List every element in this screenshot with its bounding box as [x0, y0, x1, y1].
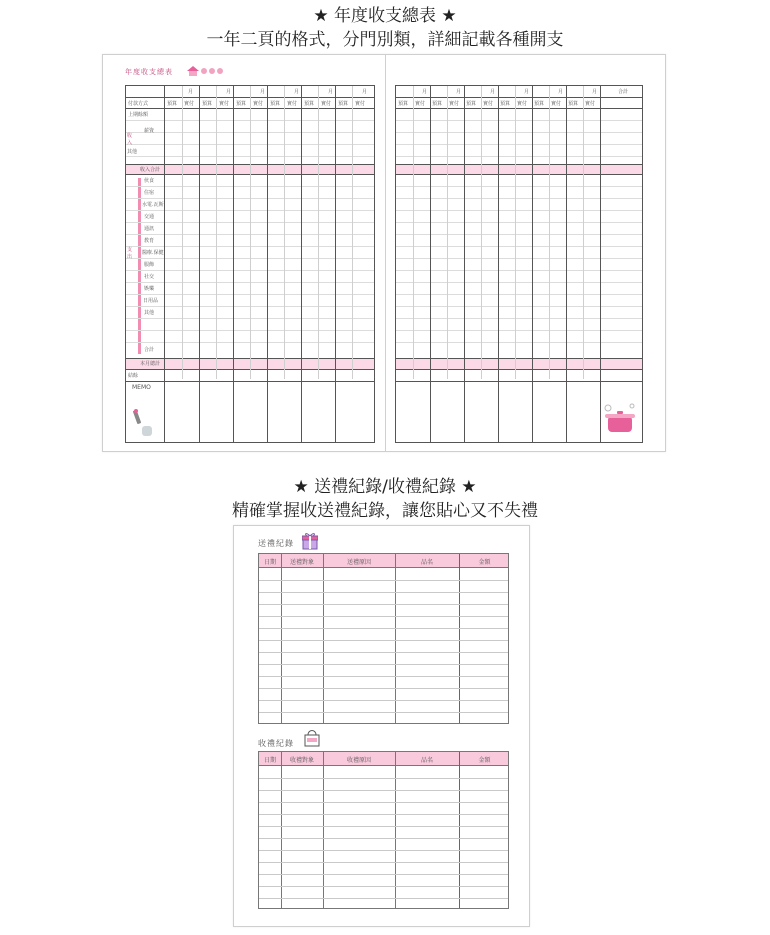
- section1-subheading: 一年二頁的格式，分門別類，詳細記載各種開支: [206, 30, 564, 50]
- memo-label: MEMO: [132, 384, 151, 391]
- expense-row: 醫療.保健: [142, 250, 164, 256]
- annual-spread: [102, 54, 666, 452]
- header-reason: 送禮原因: [346, 559, 371, 566]
- month-header: 月: [188, 89, 194, 95]
- income-side-label: 收入: [127, 133, 133, 146]
- last-balance-label: 上期餘額: [128, 112, 149, 118]
- gift-send-table: [258, 553, 509, 724]
- remainder-row-label: 結餘: [128, 373, 139, 379]
- header-item: 品名: [420, 559, 433, 566]
- total-header: 合計: [618, 89, 629, 95]
- gift-receive-table: 日期 收禮對象 收禮原因 品名 金額: [258, 751, 509, 909]
- gift-box-icon: [302, 532, 318, 550]
- expense-total-label: 合計: [144, 347, 155, 353]
- gift-receive-title: 收禮紀錄: [258, 739, 294, 748]
- section2-heading: ★ 送禮紀錄/收禮紀錄 ★: [293, 477, 477, 497]
- gift-bag-icon: [304, 729, 320, 747]
- income-total-label: 收入合計: [140, 167, 161, 173]
- gift-send-title: 送禮紀錄: [258, 539, 294, 548]
- expense-row: 日用品: [143, 298, 159, 304]
- income-row: 薪資: [144, 128, 155, 134]
- expense-row: 教育: [144, 238, 155, 244]
- expense-row: 服飾: [144, 262, 155, 268]
- page-gutter: [385, 55, 386, 451]
- expense-row: 社交: [144, 274, 155, 280]
- expense-row: 交通: [144, 214, 155, 220]
- header-amount: 金額: [478, 559, 491, 566]
- decor-icon: [201, 66, 223, 75]
- right-page-grid: 月 月 月 月 月 月 合計 預算 實付 預算 實付 預算 實付 預算 實付 預算 實付 預算 實付: [395, 85, 643, 443]
- header-date: 日期: [263, 559, 276, 566]
- expense-row: 通訊: [144, 226, 155, 232]
- expense-row: 伙食: [144, 178, 155, 184]
- left-page-grid: 月 月 月 月 月 月 付款方式 預算 實付 預算 實付 預算 實付 預算 實付 預算 實付 預算 實付 上期餘額 收入 其他 薪資 收入合計 支出 伙食 住宿 水電.瓦斯 交通 通訊 教育 醫療.保健 服飾 社交 娛樂 日用品 其他 合計 本月總計 結餘 MEMO: [125, 85, 375, 443]
- expense-side-label: 支出: [127, 247, 133, 260]
- expense-row: 其他: [144, 310, 155, 316]
- expense-row: 水電.瓦斯: [142, 202, 164, 208]
- pay-method-label: 付款方式: [128, 101, 149, 107]
- section1-heading: ★ 年度收支總表 ★: [313, 6, 457, 26]
- pot-icon: [602, 402, 638, 438]
- house-icon: [187, 66, 199, 76]
- expense-row: 住宿: [144, 190, 155, 196]
- header-recipient: 送禮對象: [289, 559, 314, 566]
- gift-record-page: [233, 525, 530, 927]
- expense-row: 娛樂: [144, 286, 155, 292]
- spread-title: 年度收支總表: [125, 68, 173, 76]
- section2-subheading: 精確掌握收送禮紀錄，讓您貼心又不失禮: [232, 501, 538, 521]
- pen-icon: [130, 408, 156, 438]
- balance-row-label: 本月總計: [140, 361, 161, 367]
